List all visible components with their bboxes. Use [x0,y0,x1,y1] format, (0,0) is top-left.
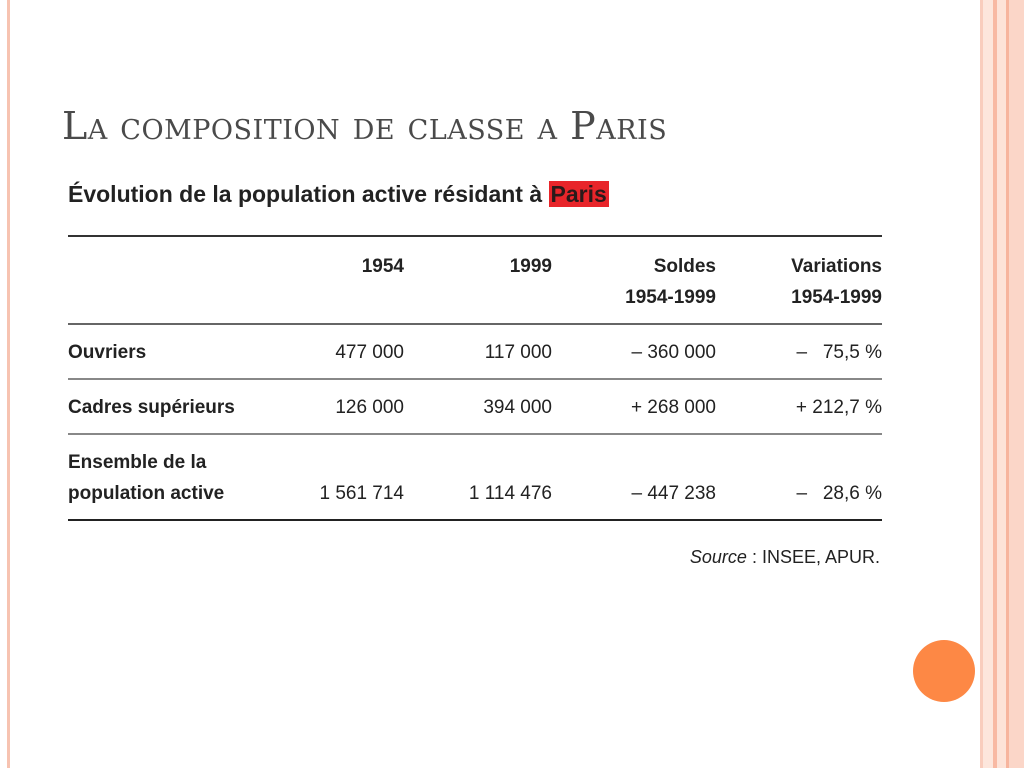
cell-soldes: + 268 000 [630,397,716,418]
source-label: Source [689,547,747,567]
header-cell-1999: 1999 [509,256,552,277]
row-label: Ouvriers [68,342,147,363]
decorative-orange-circle [913,640,975,702]
table-row [68,324,882,379]
header-cell-variations: Variations 1954-1999 [791,256,882,308]
cell-variations: – 75,5 % [796,342,882,363]
table-row [68,379,882,434]
stripe [1009,0,1024,768]
header-cell [68,236,288,324]
cell-soldes: – 447 238 [631,483,716,504]
caption-text: Évolution de la population active résidant à [68,181,549,207]
stripe [983,0,993,768]
caption-highlight: Paris [550,181,607,207]
cell-1999: 117 000 [484,342,552,363]
cell-variations: – 28,6 % [796,483,882,504]
cell-soldes: – 360 000 [631,342,716,363]
source-note [690,547,880,568]
slide-title: La composition de classe a Paris [62,104,668,148]
left-border [0,0,10,768]
header-cell-1954: 1954 [361,256,404,277]
table-row [68,434,882,520]
row-label: Ensemble de la population active [68,452,225,504]
row-label: Cadres supérieurs [68,397,235,418]
cell-1954: 1 561 714 [319,483,404,504]
cell-1954: 477 000 [335,342,404,363]
table-header-row [68,236,882,324]
cell-1999: 1 114 476 [468,483,552,504]
cell-variations: + 212,7 % [795,397,882,418]
cell-1999: 394 000 [483,397,552,418]
table-caption [68,181,609,208]
population-table [68,235,882,521]
cell-1954: 126 000 [335,397,404,418]
stripe [997,0,1006,768]
decorative-stripes [980,0,1024,768]
source-text: : INSEE, APUR. [746,547,880,567]
header-cell-soldes: Soldes 1954-1999 [625,256,716,308]
